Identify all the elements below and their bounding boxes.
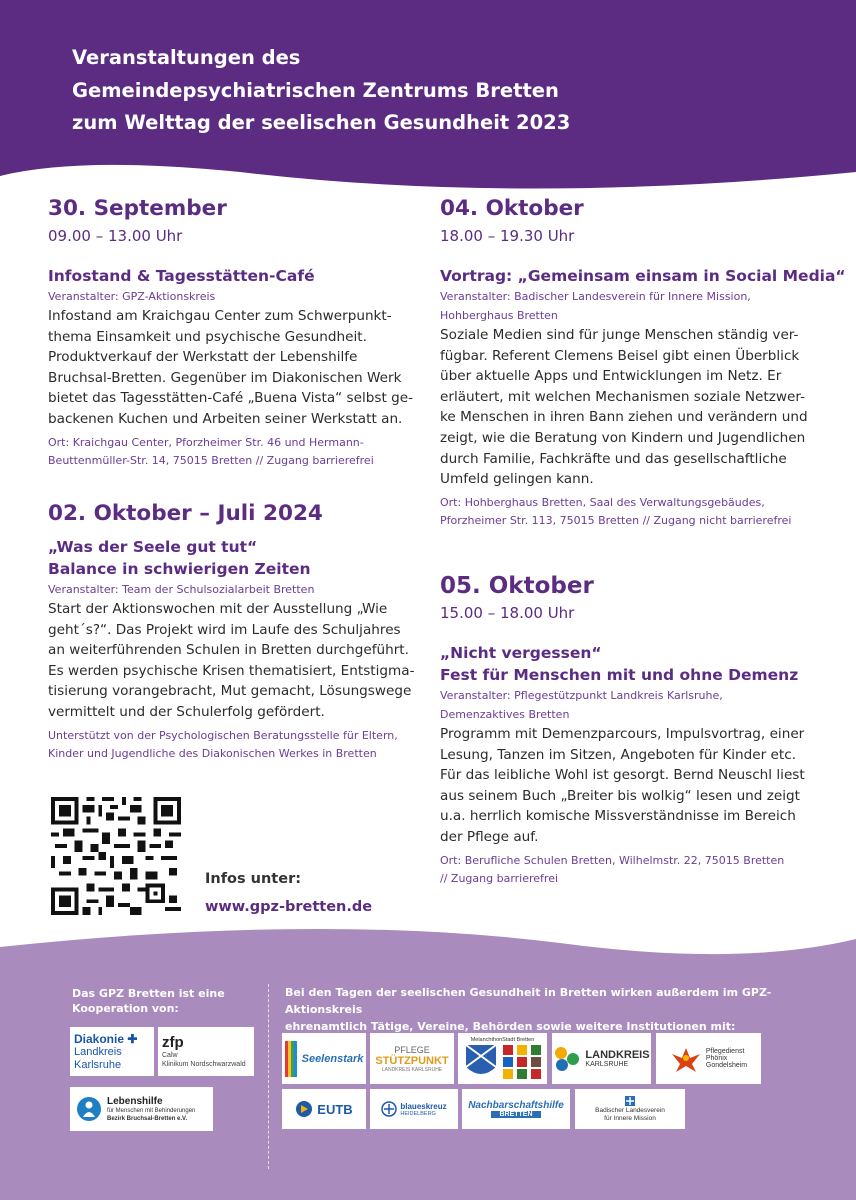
title-line: Veranstaltungen des xyxy=(72,46,301,69)
description-line: tisierung vorangebracht, Mut gemacht, Lösungswege xyxy=(48,683,412,700)
phoenix-icon xyxy=(670,1044,702,1074)
diakonie-logo[interactable] xyxy=(70,1027,154,1076)
event-date: 30. September xyxy=(48,196,227,221)
landkreis-icon xyxy=(553,1045,581,1073)
info-label: Infos unter: xyxy=(205,871,302,887)
pflege-line: STÜTZPUNKT xyxy=(375,1054,449,1067)
title-line: Gemeindepsychiatrischen Zentrums Bretten xyxy=(72,78,559,102)
partners-text xyxy=(285,984,825,1035)
event-location xyxy=(440,852,820,889)
event-time: 15.00 – 18.00 Uhr xyxy=(440,604,575,622)
organizer-line: Hohberghaus Bretten xyxy=(440,309,558,322)
description-line: durch Familie, Fachkräfte und das gesellschaftliche xyxy=(440,450,787,467)
blaueskreuz-logo[interactable] xyxy=(370,1089,458,1129)
event-organizer: Veranstalter: Team der Schulsozialarbeit Bretten xyxy=(48,583,315,596)
event-organizer xyxy=(440,686,820,724)
zfp-name: zfp xyxy=(162,1034,184,1051)
location-line: Ort: Hohberghaus Bretten, Saal des Verwaltungsgebäudes, xyxy=(440,495,765,509)
blaueskreuz-line: HEIDELBERG xyxy=(400,1110,436,1117)
zfp-line: Klinikum Nordschwarzwald xyxy=(162,1061,246,1068)
landkreis-name: LANDKREIS xyxy=(585,1049,650,1061)
event-title: Fest für Menschen mit und ohne Demenz xyxy=(440,666,799,684)
partners-line: Bei den Tagen der seelischen Gesundheit in Bretten wirken außerdem im GPZ-Aktionskreis xyxy=(285,986,772,1016)
seelenstark-logo[interactable] xyxy=(282,1033,366,1084)
landesverein-icon xyxy=(624,1095,636,1107)
event-description xyxy=(440,325,820,490)
phoenix-line: Pflegedienst xyxy=(705,1048,745,1055)
event-location xyxy=(440,494,820,531)
zfp-line: Calw xyxy=(162,1052,178,1059)
lebenshilfe-icon xyxy=(76,1096,102,1122)
event-title: Vortrag: „Gemeinsam einsam in Social Media“ xyxy=(440,267,846,285)
cross-icon xyxy=(381,1101,397,1117)
lebenshilfe-line: Bezirk Bruchsal-Bretten e.V. xyxy=(107,1115,188,1122)
description-line: zeigt, wie die Beratung von Kindern und Jugendlichen xyxy=(440,429,806,446)
location-line: Ort: Kraichgau Center, Pforzheimer Str. 46 und Hermann- xyxy=(48,435,364,449)
description-line: u.a. herrlich komische Missverständnisse im Bereich xyxy=(440,808,796,825)
nachbarschaft-line: BRETTEN xyxy=(491,1111,540,1118)
lebenshilfe-line: für Menschen mit Behinderungen xyxy=(107,1107,196,1114)
event-title: „Nicht vergessen“ xyxy=(440,644,602,662)
event-time: 18.00 – 19.30 Uhr xyxy=(440,227,575,245)
description-line: Bruchsal-Bretten. Gegenüber im Diakonischen Werk xyxy=(48,369,402,386)
event-support-note xyxy=(48,727,418,764)
diakonie-line: Landkreis xyxy=(74,1045,122,1058)
eutb-logo[interactable] xyxy=(282,1089,366,1129)
event-organizer xyxy=(440,287,820,325)
support-line: Kinder und Jugendliche des Diakonischen Werkes in Bretten xyxy=(48,747,377,761)
description-line: über aktuelle Apps und Entwicklungen im Netz. Er xyxy=(440,368,782,385)
landesverein-logo[interactable] xyxy=(575,1089,685,1129)
description-line: Für das leibliche Wohl ist gesorgt. Bernd Neuschl liest xyxy=(440,767,805,784)
eutb-name: EUTB xyxy=(317,1101,353,1117)
event-organizer: Veranstalter: GPZ-Aktionskreis xyxy=(48,290,216,303)
location-line: Ort: Berufliche Schulen Bretten, Wilhelmstr. 22, 75015 Bretten xyxy=(440,853,785,867)
event-sept-30 xyxy=(48,195,418,471)
nachbarschaftshilfe-logo[interactable] xyxy=(462,1089,570,1129)
description-line: bietet das Tagesstätten-Café „Buena Vista“ selbst ge- xyxy=(48,390,414,407)
description-line: aus seinem Buch „Breiter bis wolkig“ lesen und zeigt xyxy=(440,787,800,804)
location-line: // Zugang barrierefrei xyxy=(440,872,559,886)
nachbarschaft-name: Nachbarschaftshilfe xyxy=(468,1100,564,1111)
event-location xyxy=(48,434,418,471)
landkreis-line: KARLSRUHE xyxy=(585,1061,629,1068)
event-date: 05. Oktober xyxy=(440,573,594,599)
description-line: ke Menschen in ihren Bann ziehen und verändern und xyxy=(440,409,808,426)
event-column-left-2 xyxy=(48,500,418,764)
diakonie-line: Karlsruhe xyxy=(74,1058,122,1071)
location-line: Pforzheimer Str. 113, 75015 Bretten // Zugang nicht barrierefrei xyxy=(440,514,792,528)
description-line: Umfeld gelingen kann. xyxy=(440,471,594,488)
lebenshilfe-name: Lebenshilfe xyxy=(107,1095,163,1107)
coat-of-arms-icon xyxy=(463,1043,543,1081)
qr-code-icon[interactable] xyxy=(51,797,181,915)
cooperation-text xyxy=(72,986,252,1016)
pflege-line: LANDKREIS KARLSRUHE xyxy=(381,1066,443,1073)
organizer-line: Veranstalter: Badischer Landesverein für Innere Mission, xyxy=(440,290,751,303)
description-line: vermittelt und der Schulerfolg gefördert. xyxy=(48,703,325,720)
rainbow-icon xyxy=(285,1041,299,1077)
event-date: 04. Oktober xyxy=(440,196,584,221)
pflege-line: PFLEGE xyxy=(394,1044,430,1055)
header-band xyxy=(0,0,856,215)
event-description xyxy=(440,724,820,848)
description-line: Es werden psychische Krisen thematisiert, Entstigma- xyxy=(48,662,415,679)
cooperation-line: Das GPZ Bretten ist eine xyxy=(72,987,225,1000)
description-line: geht´s?“. Das Projekt wird im Laufe des Schuljahres xyxy=(48,621,401,638)
description-line: Programm mit Demenzparcours, Impulsvortrag, einer xyxy=(440,726,805,742)
event-oct-05 xyxy=(440,572,820,889)
description-line: backenen Kuchen und Arbeiten seiner Werkstatt an. xyxy=(48,410,403,427)
event-date: 02. Oktober – Juli 2024 xyxy=(48,501,323,526)
diakonie-name: Diakonie ✚ xyxy=(74,1031,138,1046)
event-title: „Was der Seele gut tut“ xyxy=(48,538,258,556)
phoenix-line: Gondelsheim xyxy=(705,1062,748,1069)
event-column-right-2 xyxy=(440,572,820,889)
description-line: Lesung, Tanzen im Sitzen, Angeboten für Kinder etc. xyxy=(440,746,797,763)
event-description xyxy=(48,599,418,723)
description-line: thema Einsamkeit und psychische Gesundheit. xyxy=(48,328,367,345)
phoenix-line: Phönix xyxy=(705,1055,728,1062)
event-time: 09.00 – 13.00 Uhr xyxy=(48,227,183,245)
seelenstark-name: Seelenstark xyxy=(301,1052,364,1065)
description-line: fügbar. Referent Clemens Beisel gibt einen Überblick xyxy=(440,347,800,364)
description-line: erläutert, mit welchen Mechanismen soziale Netzwer- xyxy=(440,388,805,405)
footer-divider xyxy=(268,984,269,1169)
description-line: Start der Aktionswochen mit der Ausstellung „Wie xyxy=(48,601,388,617)
blaueskreuz-name: blaueskreuz xyxy=(400,1101,447,1111)
support-line: Unterstützt von der Psychologischen Beratungsstelle für Eltern, xyxy=(48,728,398,742)
event-oct-02 xyxy=(48,500,418,764)
cooperation-line: Kooperation von: xyxy=(72,1002,179,1015)
lebenshilfe-logo[interactable] xyxy=(70,1087,213,1131)
event-description xyxy=(48,306,418,430)
landkreis-karlsruhe-logo[interactable] xyxy=(552,1033,651,1084)
event-oct-04 xyxy=(440,195,846,531)
organizer-line: Demenzaktives Bretten xyxy=(440,708,570,721)
organizer-line: Veranstalter: Pflegestützpunkt Landkreis Karlsruhe, xyxy=(440,689,723,702)
event-title: Infostand & Tagesstätten-Café xyxy=(48,267,315,285)
event-column-left xyxy=(48,195,418,471)
location-line: Beuttenmüller-Str. 14, 75015 Bretten // Zugang barrierefrei xyxy=(48,454,374,468)
description-line: Infostand am Kraichgau Center zum Schwerpunkt- xyxy=(48,308,392,324)
event-title: Balance in schwierigen Zeiten xyxy=(48,560,311,578)
description-line: Soziale Medien sind für junge Menschen ständig ver- xyxy=(440,327,799,343)
description-line: Produktverkauf der Werkstatt der Lebenshilfe xyxy=(48,349,358,366)
phoenix-logo[interactable] xyxy=(656,1033,761,1084)
info-website-link[interactable]: www.gpz-bretten.de xyxy=(205,899,373,915)
description-line: der Pflege auf. xyxy=(440,828,539,845)
landesverein-line: Badischer Landesverein xyxy=(595,1107,665,1114)
partners-line: ehrenamtlich Tätige, Vereine, Behörden sowie weitere Institutionen mit: xyxy=(285,1020,736,1033)
description-line: an weiterführenden Schulen in Bretten durchgeführt. xyxy=(48,642,409,659)
landesverein-line: für Innere Mission xyxy=(604,1115,656,1122)
page-title xyxy=(72,42,570,140)
stadt-bretten-logo[interactable] xyxy=(458,1033,547,1084)
event-column-right xyxy=(440,195,846,531)
stadt-name: MelanchthonStadt Bretten xyxy=(470,1036,535,1043)
pflegestuetzpunkt-logo[interactable] xyxy=(370,1033,454,1084)
title-line: zum Welttag der seelischen Gesundheit 2023 xyxy=(72,111,571,134)
eutb-icon xyxy=(295,1100,313,1118)
zfp-logo[interactable] xyxy=(158,1027,254,1076)
